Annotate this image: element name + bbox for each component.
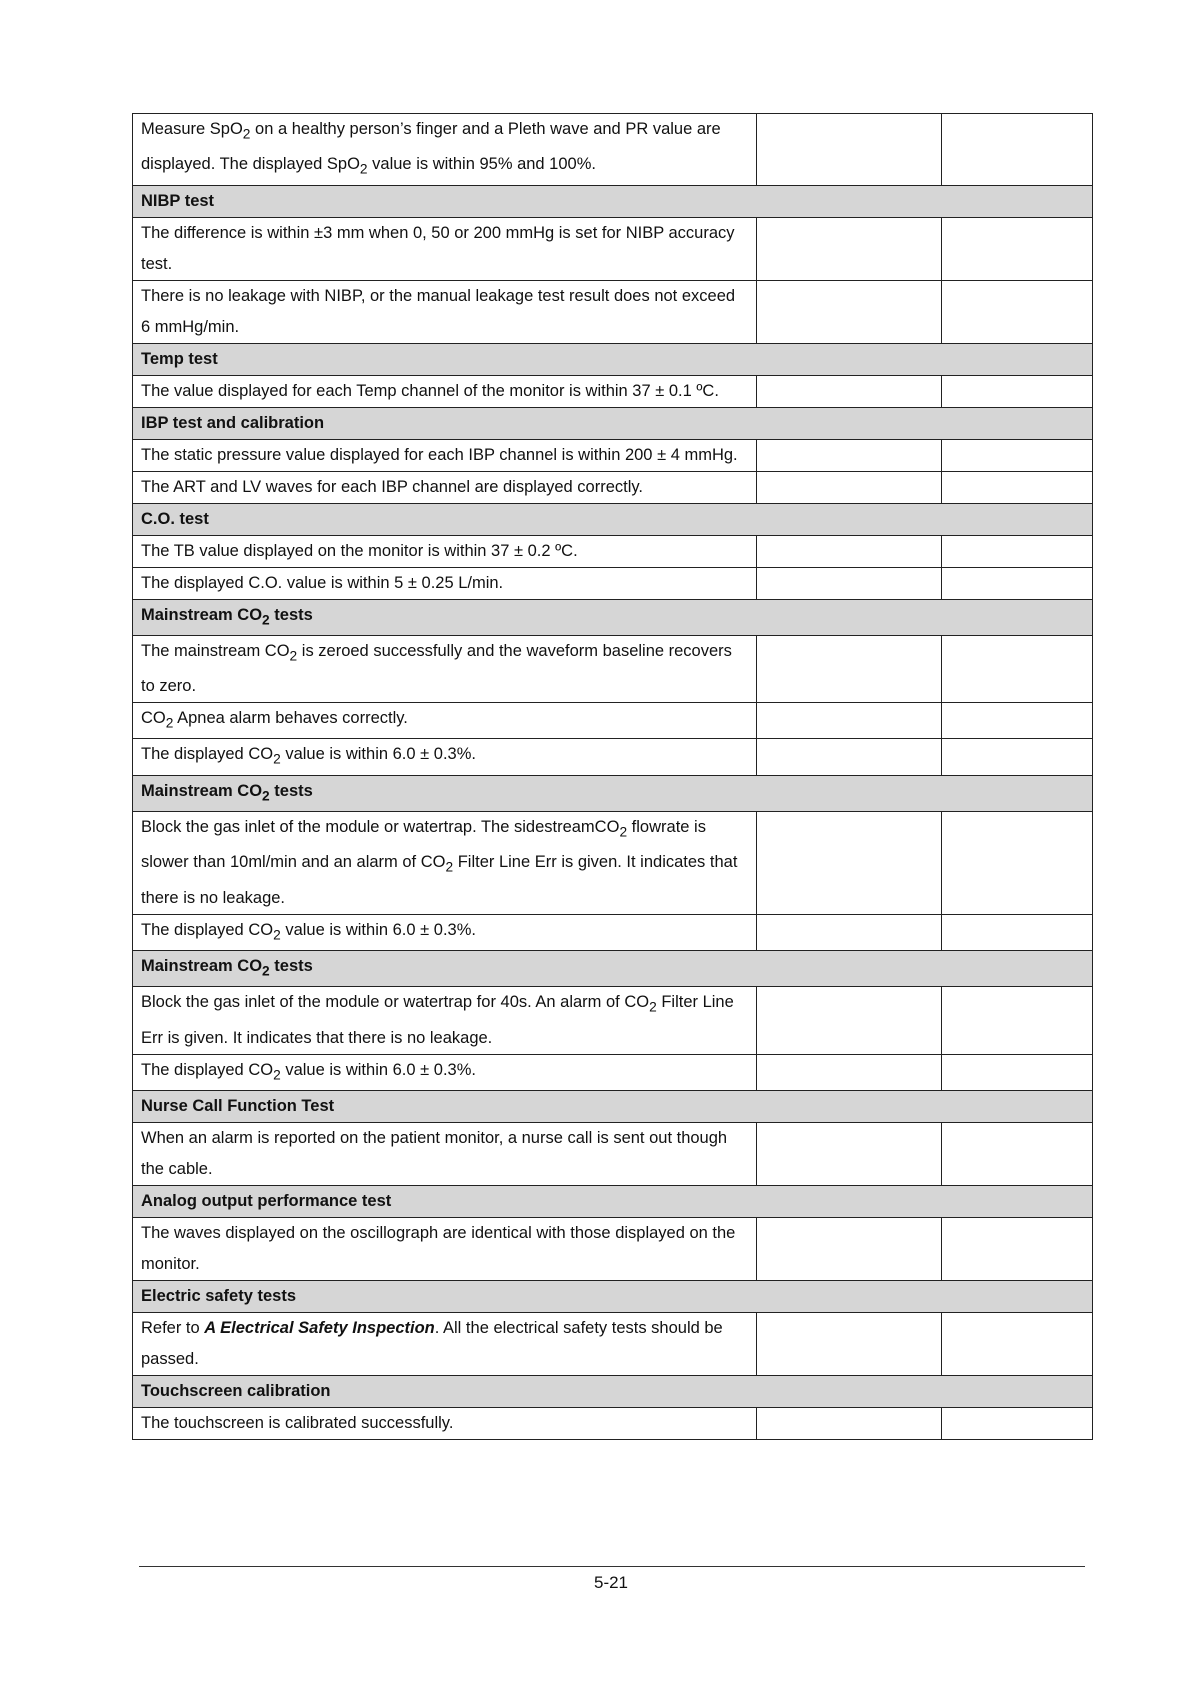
- check-item-row: [133, 812, 1093, 915]
- check-item-description: The displayed C.O. value is within 5 ± 0.25 L/min.: [133, 567, 757, 599]
- section-title: IBP test and calibration: [133, 407, 1093, 439]
- check-item-row: [133, 535, 1093, 567]
- check-result-cell: [757, 114, 942, 186]
- check-remark-cell: [942, 471, 1093, 503]
- check-result-cell: [757, 375, 942, 407]
- check-remark-cell: [942, 1407, 1093, 1439]
- check-result-cell: [757, 471, 942, 503]
- section-header-row: [133, 407, 1093, 439]
- check-remark-cell: [942, 914, 1093, 950]
- check-item-description: The touchscreen is calibrated successfully.: [133, 1407, 757, 1439]
- section-header-row: [133, 1185, 1093, 1217]
- checklist-table: [132, 113, 1093, 1440]
- check-item-description: The difference is within ±3 mm when 0, 50 or 200 mmHg is set for NIBP accuracy test.: [133, 217, 757, 280]
- check-result-cell: [757, 914, 942, 950]
- check-result-cell: [757, 987, 942, 1054]
- section-header-row: [133, 599, 1093, 635]
- check-remark-cell: [942, 114, 1093, 186]
- check-remark-cell: [942, 375, 1093, 407]
- page-number: 5-21: [593, 1573, 629, 1592]
- check-remark-cell: [942, 1122, 1093, 1185]
- check-result-cell: [757, 567, 942, 599]
- check-item-description: $CO_2$ Apnea alarm behaves correctly.: [133, 703, 757, 739]
- check-result-cell: [757, 280, 942, 343]
- check-remark-cell: [942, 280, 1093, 343]
- check-item-row: [133, 114, 1093, 186]
- section-header-row: [133, 343, 1093, 375]
- check-remark-cell: [942, 1054, 1093, 1090]
- check-remark-cell: [942, 987, 1093, 1054]
- check-item-row: [133, 987, 1093, 1054]
- check-remark-cell: [942, 812, 1093, 915]
- checklist-table-body: [133, 114, 1093, 1440]
- section-title: NIBP test: [133, 185, 1093, 217]
- check-result-cell: [757, 535, 942, 567]
- section-title: Touchscreen calibration: [133, 1375, 1093, 1407]
- check-result-cell: [757, 217, 942, 280]
- check-result-cell: [757, 635, 942, 702]
- check-item-description: The displayed $CO_2$ value is within 6.0 ± 0.3%.: [133, 1054, 757, 1090]
- check-item-row: [133, 914, 1093, 950]
- section-title: Mainstream $CO_2$ tests: [133, 775, 1093, 811]
- check-item-row: [133, 1312, 1093, 1375]
- check-result-cell: [757, 703, 942, 739]
- section-header-row: [133, 1375, 1093, 1407]
- check-item-description: Block the gas inlet of the module or watertrap. The sidestreamCO$_2$ flowrate is slower than 10ml/min and an alarm of $CO_2$ Filter Line Err is given. It indicates that there is no leakage.: [133, 812, 757, 915]
- check-item-description: The TB value displayed on the monitor is within 37 ± 0.2 ºC.: [133, 535, 757, 567]
- check-item-description: The mainstream $CO_2$ is zeroed successfully and the waveform baseline recovers to zero.: [133, 635, 757, 702]
- section-title: C.O. test: [133, 503, 1093, 535]
- section-header-row: [133, 185, 1093, 217]
- section-header-row: [133, 503, 1093, 535]
- check-result-cell: [757, 1122, 942, 1185]
- check-item-description: The static pressure value displayed for each IBP channel is within 200 ± 4 mmHg.: [133, 439, 757, 471]
- footer-divider: [139, 1566, 1085, 1567]
- check-item-description: The ART and LV waves for each IBP channel are displayed correctly.: [133, 471, 757, 503]
- check-item-description: Measure SpO$_2$ on a healthy person’s finger and a Pleth wave and PR value are displayed. The displayed SpO$_2$ value is within 95% and 100%.: [133, 114, 757, 186]
- section-header-row: [133, 950, 1093, 986]
- check-item-description: The displayed $CO_2$ value is within 6.0 ± 0.3%.: [133, 914, 757, 950]
- check-item-row: [133, 703, 1093, 739]
- check-remark-cell: [942, 535, 1093, 567]
- check-item-description: When an alarm is reported on the patient monitor, a nurse call is sent out though the cable.: [133, 1122, 757, 1185]
- section-title: Mainstream $CO_2$ tests: [133, 599, 1093, 635]
- section-title: Electric safety tests: [133, 1280, 1093, 1312]
- check-item-description: Block the gas inlet of the module or watertrap for 40s. An alarm of $CO_2$ Filter Line Err is given. It indicates that there is no leakage.: [133, 987, 757, 1054]
- check-item-description: Refer to A Electrical Safety Inspection. All the electrical safety tests should be passed.: [133, 1312, 757, 1375]
- check-remark-cell: [942, 739, 1093, 775]
- check-item-row: [133, 217, 1093, 280]
- check-remark-cell: [942, 1312, 1093, 1375]
- check-item-row: [133, 567, 1093, 599]
- section-header-row: [133, 1090, 1093, 1122]
- check-result-cell: [757, 812, 942, 915]
- check-item-row: [133, 439, 1093, 471]
- check-item-row: [133, 375, 1093, 407]
- check-remark-cell: [942, 703, 1093, 739]
- check-remark-cell: [942, 439, 1093, 471]
- check-item-description: The displayed $CO_2$ value is within 6.0 ± 0.3%.: [133, 739, 757, 775]
- section-title: Analog output performance test: [133, 1185, 1093, 1217]
- check-result-cell: [757, 439, 942, 471]
- section-header-row: [133, 775, 1093, 811]
- check-item-row: [133, 1122, 1093, 1185]
- check-item-row: [133, 1054, 1093, 1090]
- check-item-description: The waves displayed on the oscillograph are identical with those displayed on the monitor.: [133, 1217, 757, 1280]
- check-result-cell: [757, 1054, 942, 1090]
- check-remark-cell: [942, 1217, 1093, 1280]
- check-item-row: [133, 471, 1093, 503]
- check-result-cell: [757, 1407, 942, 1439]
- section-title: Mainstream $CO_2$ tests: [133, 950, 1093, 986]
- check-item-row: [133, 739, 1093, 775]
- check-item-row: [133, 635, 1093, 702]
- check-item-description: The value displayed for each Temp channel of the monitor is within 37 ± 0.1 ºC.: [133, 375, 757, 407]
- check-result-cell: [757, 1217, 942, 1280]
- section-title: Temp test: [133, 343, 1093, 375]
- section-title: Nurse Call Function Test: [133, 1090, 1093, 1122]
- check-item-row: [133, 1407, 1093, 1439]
- section-header-row: [133, 1280, 1093, 1312]
- check-remark-cell: [942, 567, 1093, 599]
- check-result-cell: [757, 739, 942, 775]
- check-remark-cell: [942, 635, 1093, 702]
- check-item-row: [133, 280, 1093, 343]
- check-result-cell: [757, 1312, 942, 1375]
- check-item-row: [133, 1217, 1093, 1280]
- check-remark-cell: [942, 217, 1093, 280]
- check-item-description: There is no leakage with NIBP, or the manual leakage test result does not exceed 6 mmHg/min.: [133, 280, 757, 343]
